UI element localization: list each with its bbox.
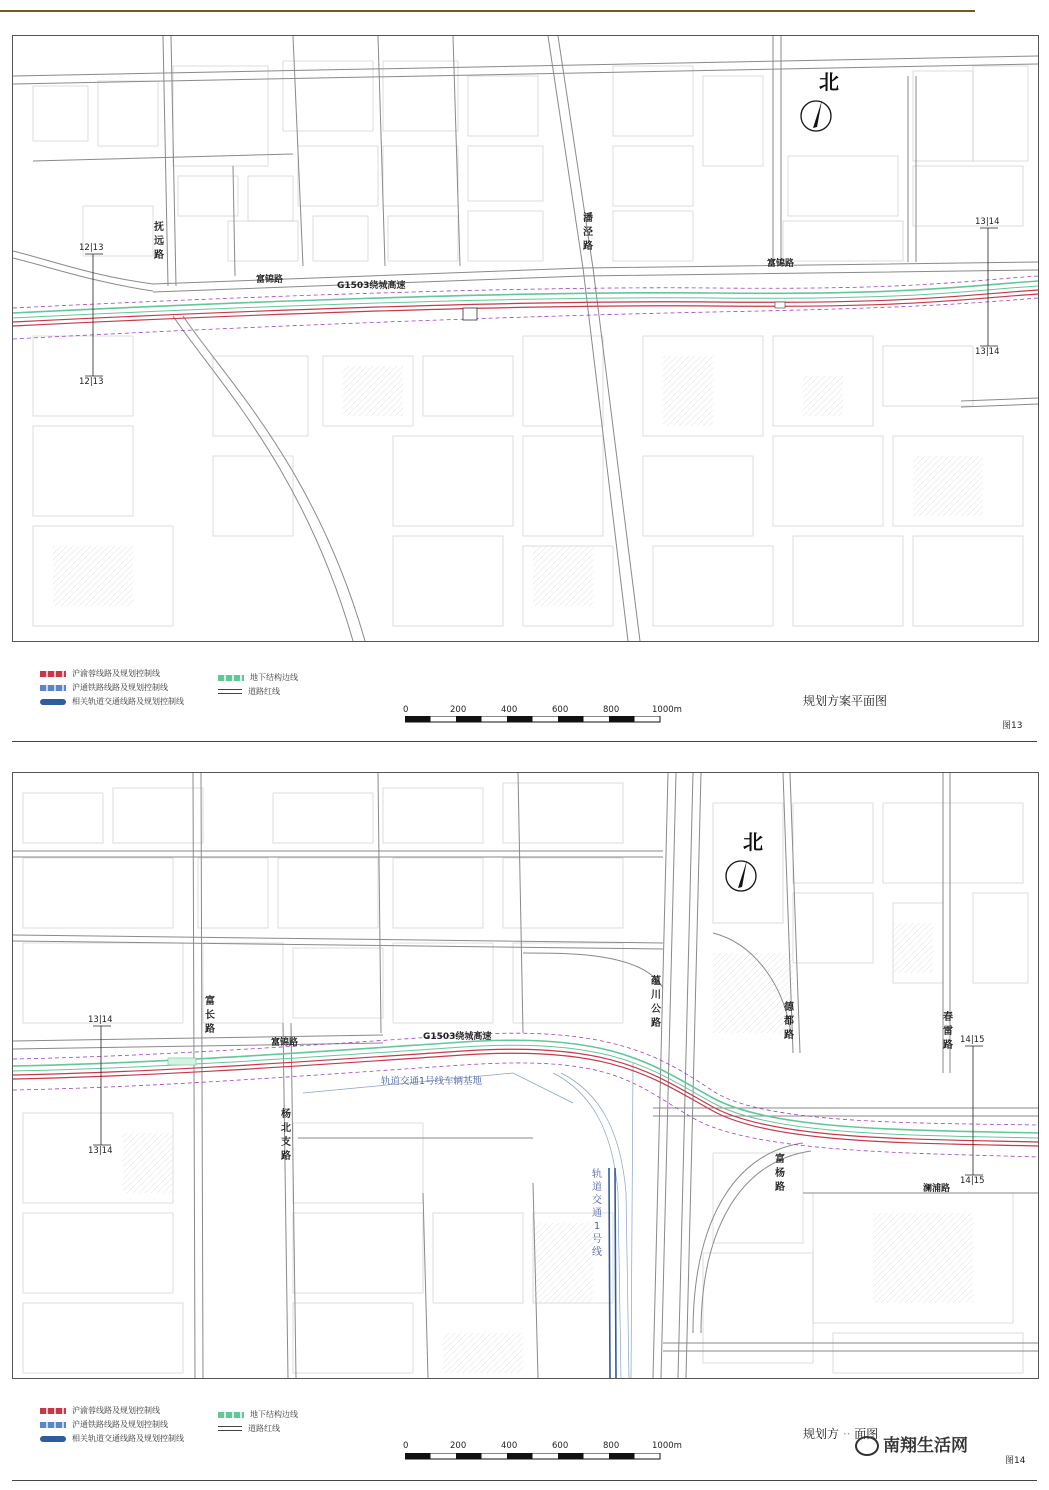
legend-item-metro: 相关轨道交通线路及规划控制线 <box>40 696 184 708</box>
scale-tick: 1000m <box>652 1441 682 1451</box>
wechat-icon <box>855 1436 879 1456</box>
legend-swatch <box>40 1408 66 1414</box>
station-box-small <box>775 302 785 308</box>
scale-tick: 1000m <box>652 705 682 715</box>
section-mark-a-top: 12|13 <box>79 243 104 253</box>
section-mark-a-top: 13|14 <box>88 1015 113 1025</box>
legend-item-redline: 道路红线 <box>218 1423 280 1435</box>
map-canvas-14 <box>13 773 1038 1378</box>
scale-bar-14 <box>405 1453 665 1461</box>
map-canvas-13 <box>13 36 1038 641</box>
scale-tick: 600 <box>552 705 569 715</box>
section-cut-lines <box>93 1026 983 1175</box>
dense-settlements <box>53 356 983 606</box>
north-label: 北 <box>819 70 839 94</box>
scale-tick: 200 <box>450 705 467 715</box>
dense-settlements <box>123 923 973 1373</box>
legend-item-huyurong: 沪渝蓉线路及规划控制线 <box>40 668 160 680</box>
legend-swatch <box>40 699 66 705</box>
road-label-chunlei: 春雷路 <box>943 1012 953 1051</box>
scale-tick: 600 <box>552 1441 569 1451</box>
north-label: 北 <box>743 830 763 854</box>
plan-title-14: 规划方 ·· 面图 <box>803 1427 879 1441</box>
legend-swatch <box>40 685 66 691</box>
scale-tick: 400 <box>501 1441 518 1451</box>
road-label-dedu: 德都路 <box>784 1002 794 1041</box>
scale-tick: 400 <box>501 705 518 715</box>
road-label-lanpu: 澜浦路 <box>923 1184 951 1194</box>
depot-label: 轨道交通1号线车辆基地 <box>381 1076 483 1087</box>
section-mark-b-bottom: 13|14 <box>975 347 1000 357</box>
road-label-fuchang: 富长路 <box>205 996 215 1035</box>
road-label-panjing: 潘泾路 <box>583 213 593 252</box>
north-arrow <box>801 100 831 131</box>
planning-control-lines <box>13 276 1038 339</box>
legend-item-hutong: 沪通铁路线路及规划控制线 <box>40 682 168 694</box>
section-mark-b-bottom: 14|15 <box>960 1176 985 1186</box>
scale-tick: 0 <box>403 705 409 715</box>
road-label-g1503: G1503绕城高速 <box>337 281 406 291</box>
legend-swatch <box>218 1412 244 1418</box>
building-blocks <box>33 61 1028 626</box>
sheet-rule <box>12 741 1037 742</box>
road-label-fujin: 富锦路 <box>271 1038 299 1048</box>
metro-line-1 <box>609 1168 616 1378</box>
scale-tick: 0 <box>403 1441 409 1451</box>
legend-swatch <box>218 675 244 681</box>
legend-item-hutong: 沪通铁路线路及规划控制线 <box>40 1419 168 1431</box>
road-label-yangbeizhi: 杨北支路 <box>281 1109 291 1162</box>
section-cut-lines <box>85 228 998 376</box>
metro-line-label: 轨道交通1号线 <box>592 1169 602 1258</box>
section-mark-a-bottom: 12|13 <box>79 377 104 387</box>
plan-title-13: 规划方案平面图 <box>803 694 888 708</box>
road-label-g1503: G1503绕城高速 <box>423 1032 492 1042</box>
legend-item-underground: 地下结构边线 <box>218 1409 298 1421</box>
scale-tick: 800 <box>603 1441 620 1451</box>
scale-tick: 800 <box>603 705 620 715</box>
figure-number-14: 图14 <box>1005 1456 1026 1466</box>
legend-item-metro: 相关轨道交通线路及规划控制线 <box>40 1433 184 1445</box>
road-label-fujin-west: 富锦路 <box>256 275 284 285</box>
map-panel-13[interactable] <box>12 35 1039 642</box>
legend-item-huyurong: 沪渝蓉线路及规划控制线 <box>40 1405 160 1417</box>
road-label-yunchuan: 蕴川公路 <box>651 976 661 1029</box>
rail-depot <box>303 1063 633 1378</box>
legend-swatch <box>40 1436 66 1442</box>
road-label-fujin-east: 富锦路 <box>767 259 795 269</box>
section-mark-b-top: 14|15 <box>960 1035 985 1045</box>
scale-tick: 200 <box>450 1441 467 1451</box>
legend-item-underground: 地下结构边线 <box>218 672 298 684</box>
section-mark-a-bottom: 13|14 <box>88 1146 113 1156</box>
legend-item-redline: 道路红线 <box>218 686 280 698</box>
scale-bar-13 <box>405 716 665 724</box>
map-panel-14[interactable] <box>12 772 1039 1379</box>
watermark: 南翔生活网 <box>855 1431 968 1456</box>
road-network <box>13 36 1038 641</box>
plan-sheet-14 <box>0 745 1049 1490</box>
road-label-fuyuan: 抚远路 <box>154 222 164 261</box>
legend-swatch <box>218 689 242 694</box>
legend-swatch <box>40 671 66 677</box>
sheet-rule <box>12 1480 1037 1481</box>
north-arrow <box>726 860 756 891</box>
legend-swatch <box>218 1426 242 1431</box>
legend-swatch <box>40 1422 66 1428</box>
road-label-fuyang: 富杨路 <box>775 1154 785 1193</box>
station-box <box>463 308 477 320</box>
station-box <box>168 1058 196 1065</box>
figure-number-13: 图13 <box>1002 721 1023 731</box>
section-mark-b-top: 13|14 <box>975 217 1000 227</box>
